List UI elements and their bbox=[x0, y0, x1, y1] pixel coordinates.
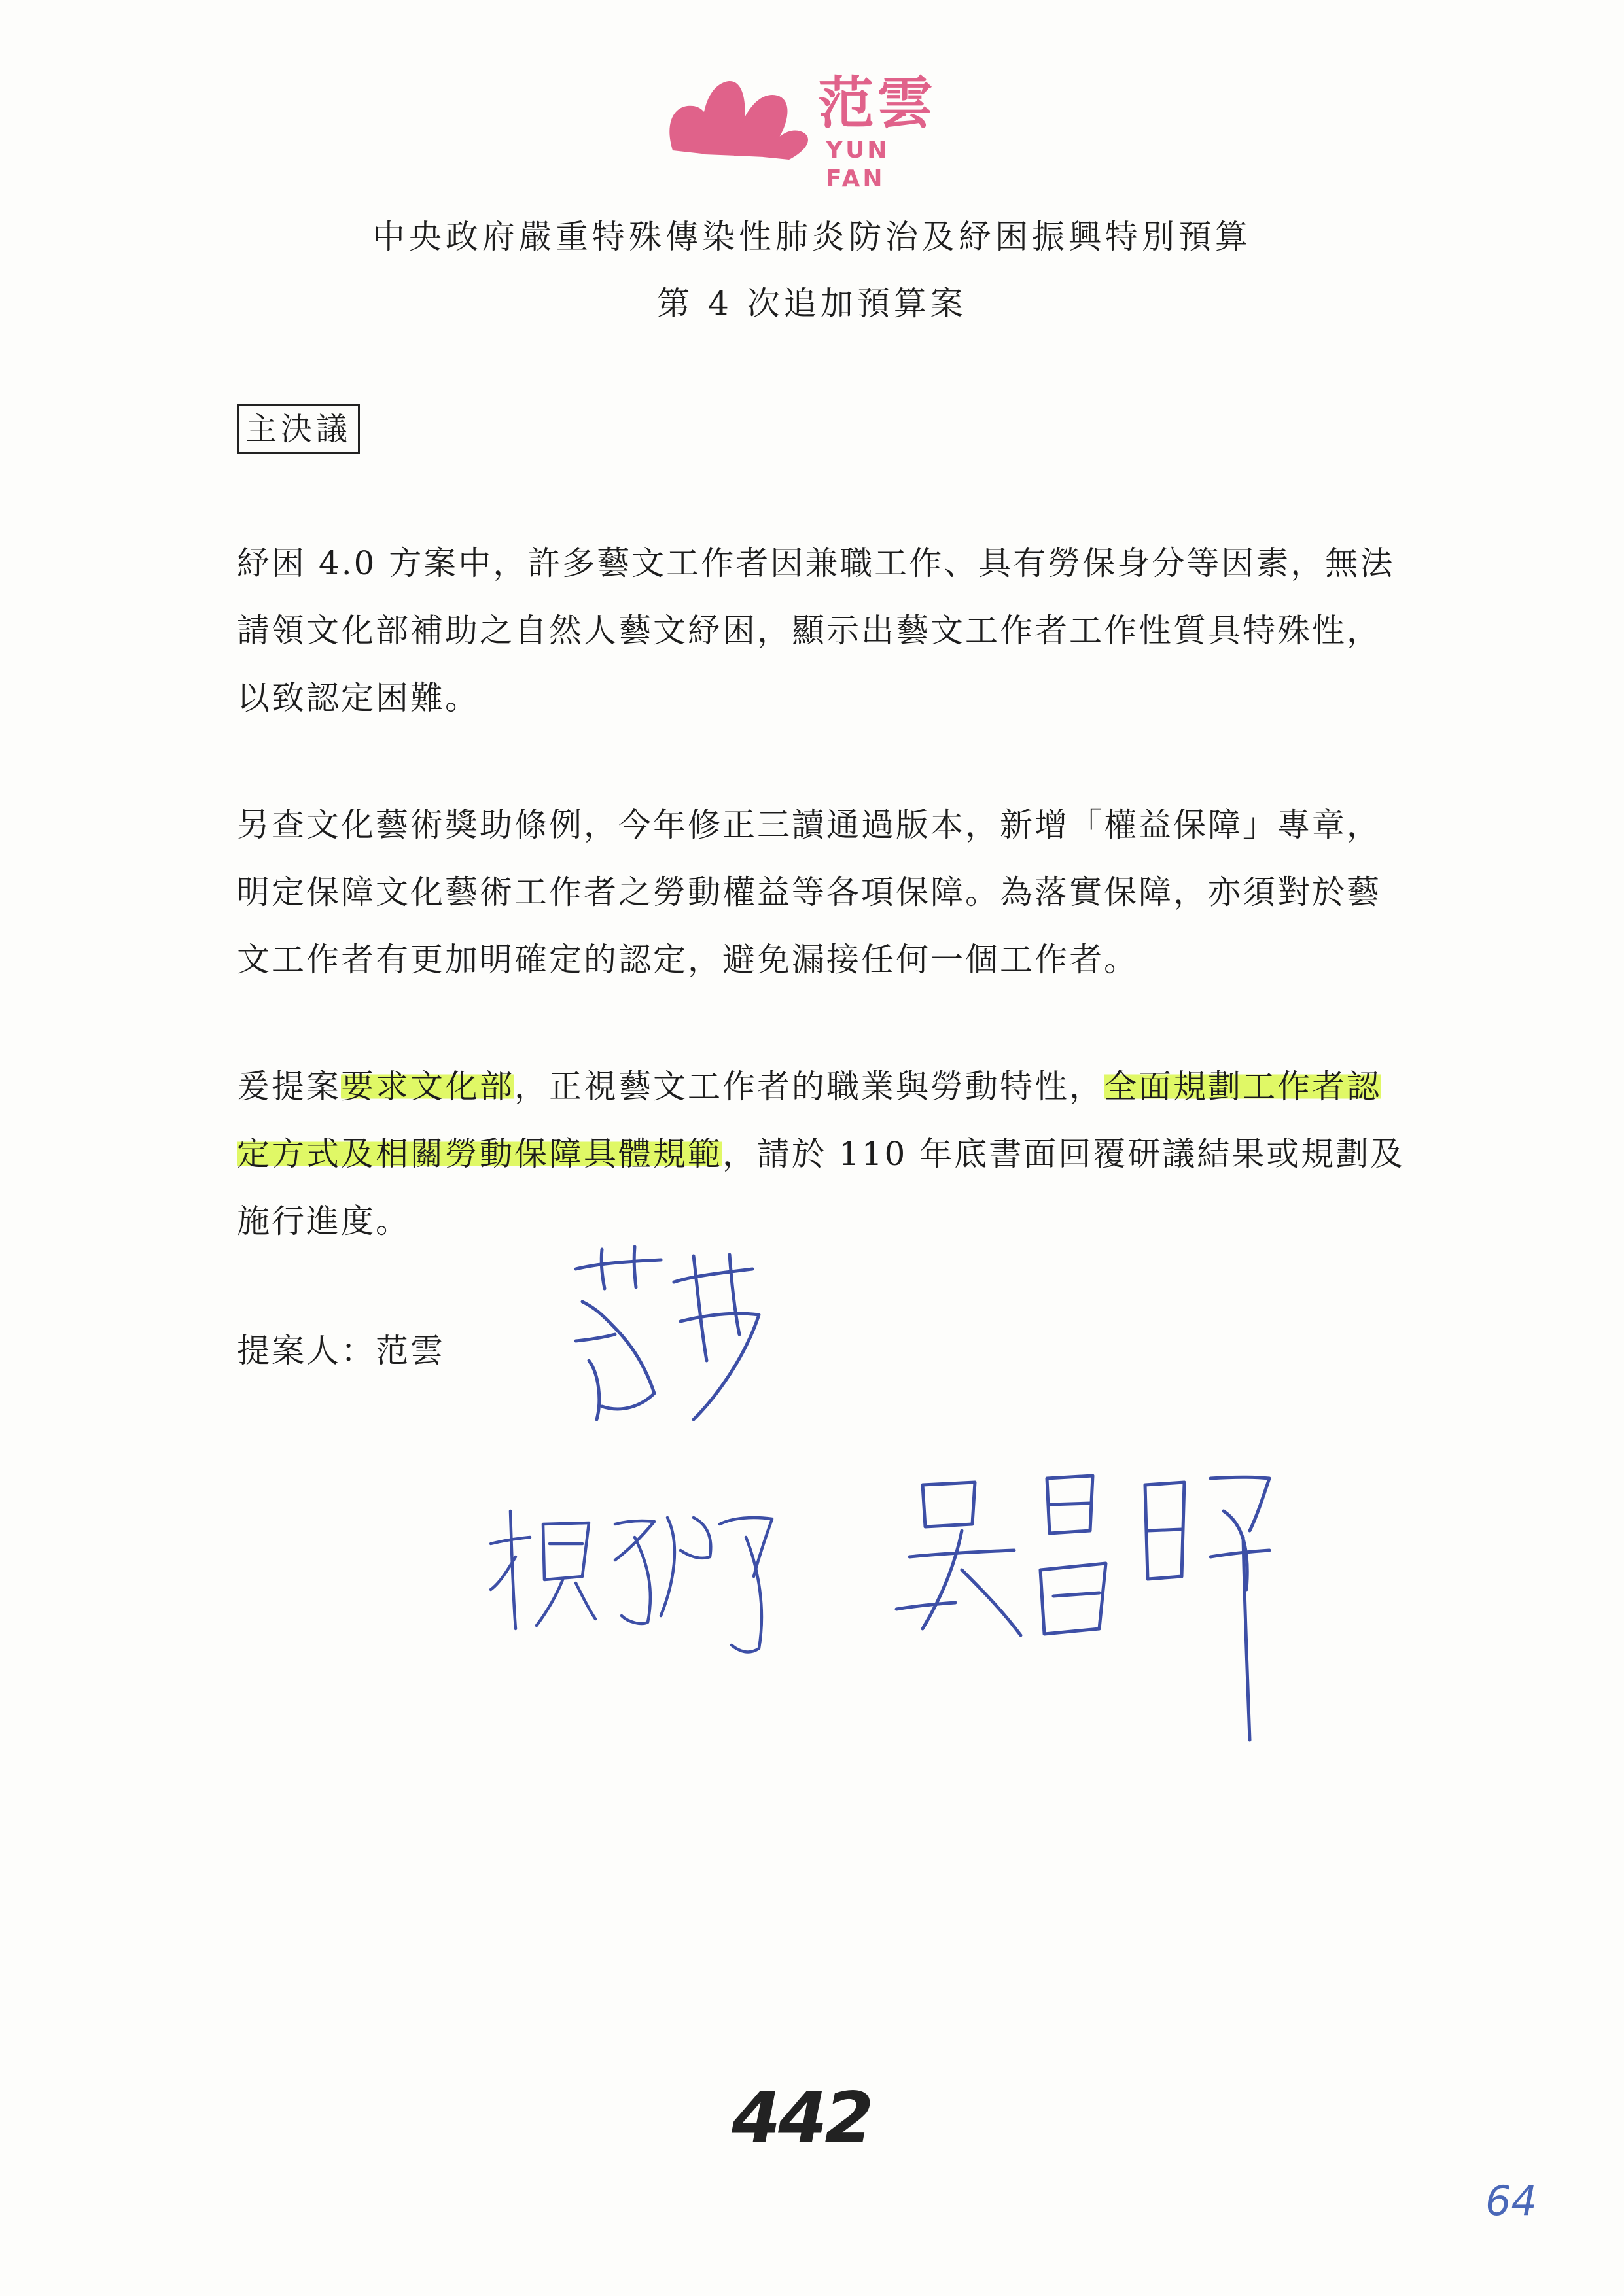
document-subtitle: 第 4 次追加預算案 bbox=[657, 285, 967, 322]
cosigner-signature-1 bbox=[484, 1498, 798, 1668]
page-number: 442 bbox=[732, 2078, 872, 2159]
proposal-text-3: ，請於 110 年底書面回覆研議結果或規劃及施行進度。 bbox=[237, 1135, 1405, 1240]
resolution-label: 主決議 bbox=[237, 404, 360, 454]
paragraph-background: 紓困 4.0 方案中，許多藝文工作者因兼職工作、具有勞保身分等因素，無法請領文化部補助之自然人藝文紓困，顯示出藝文工作者工作性質具特殊性，以致認定困難。 bbox=[237, 544, 1395, 717]
yun-fan-logo bbox=[666, 71, 947, 192]
proposal-text-1: 爰提案 bbox=[237, 1068, 341, 1105]
paragraph-legal-basis: 另查文化藝術獎助條例，今年修正三讀通過版本，新增「權益保障」專章，明定保障文化藝術工作者之勞動權益等各項保障。為落實保障，亦須對於藝文工作者有更加明確定的認定，避免漏接任何一個工作者。 bbox=[237, 806, 1381, 979]
sheet-number: 64 bbox=[1485, 2177, 1537, 2225]
document-title: 中央政府嚴重特殊傳染性肺炎防治及紓困振興特別預算 bbox=[372, 218, 1252, 256]
highlight-request: 要求文化部 bbox=[341, 1068, 514, 1105]
proposer-signature bbox=[563, 1243, 772, 1439]
proposer-line: 提案人：范雲 bbox=[237, 1332, 445, 1370]
cosigner-signature-2 bbox=[883, 1459, 1289, 1753]
logo-name-en: YUN FAN bbox=[826, 137, 890, 192]
paragraph-proposal bbox=[237, 1053, 1408, 1255]
highlight-plan: 全面規劃工作者認定方式及相關勞動保障具體規範 bbox=[237, 1068, 1381, 1173]
proposal-text-2: ，正視藝文工作者的職業與勞動特性， bbox=[514, 1068, 1104, 1105]
logo-name-cn: 范雲 bbox=[818, 71, 936, 136]
flower-fan-icon bbox=[666, 71, 813, 162]
